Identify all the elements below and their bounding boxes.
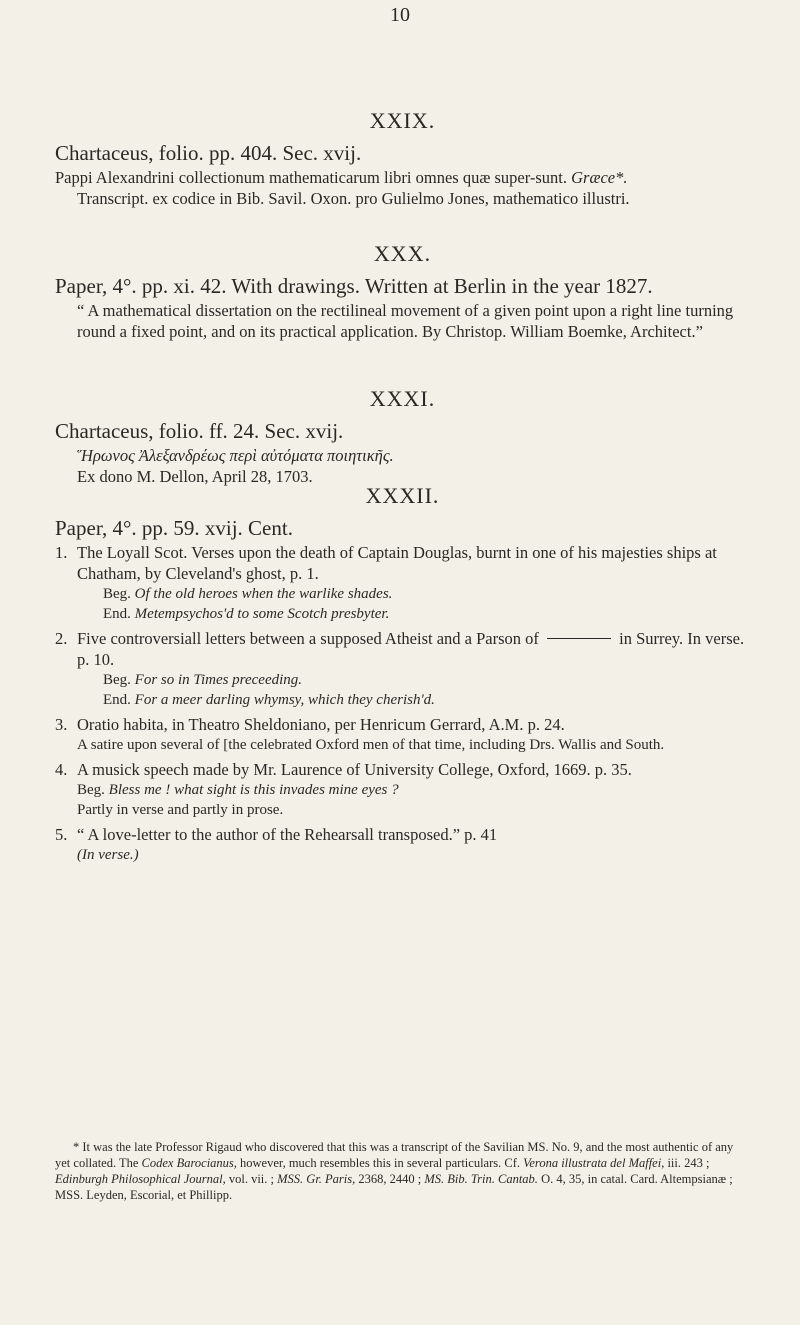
beginning-line: Beg. For so in Times preceeding. [103, 672, 303, 688]
entry-description: “ A mathematical dissertation on the rectilineal movement of a given point upon a right line turning round a fixed point, and on its practical application. By Christop. William Boemke, Architect.” [77, 301, 734, 341]
item-note: (In verse.) [77, 847, 139, 863]
entry-xxix [55, 108, 750, 209]
beginning-line: Beg. Bless me ! what sight is this invades mine eyes ? [77, 782, 399, 798]
item-note: A satire upon several of [the celebrated Oxford men of that time, including Drs. Wallis and South. [77, 737, 665, 753]
entry-heading: Paper, 4°. pp. xi. 42. With drawings. Written at Berlin in the year 1827. [55, 274, 653, 298]
beginning-line: Beg. Of the old heroes when the warlike shades. [103, 586, 393, 602]
entry-description: Pappi Alexandrini collectionum mathematicarum libri omnes quæ super-sunt. Græce*. [55, 168, 628, 187]
footnote: * It was the late Professor Rigaud who discovered that this was a transcript of the Savilian MS. No. 9, and the most authentic of any yet collated. The Codex Barocianus, however, much resembles this in several particulars. Cf. Verona illustrata del Maffei, iii. 243 ; Edinburgh Philosophical Journal, vol. vii. ; MSS. Gr. Paris, 2368, 2440 ; MS. Bib. Trin. Cantab. O. 4, 35, in catal. Card. Altempsianæ ; MSS. Leyden, Escorial, et Phillipp. [55, 1140, 734, 1202]
entry-xxxi [55, 386, 750, 487]
entry-numeral: XXXI. [369, 386, 436, 411]
entry-numeral: XXXII. [365, 483, 440, 508]
list-item: 4. A musick speech made by Mr. Laurence of University College, Oxford, 1669. p. 35. [55, 760, 632, 779]
ending-line: End. Metempsychos'd to some Scotch presbyter. [103, 606, 390, 622]
list-item: 2. Five controversiall letters between a supposed Atheist and a Parson of in Surrey. In verse. p. 10. [55, 629, 745, 669]
list-item: 1. The Loyall Scot. Verses upon the death of Captain Douglas, burnt in one of his majesties ships at Chatham, by Cleveland's ghost, p. 1. [55, 543, 717, 583]
ending-line: End. For a meer darling whymsy, which they cherish'd. [103, 692, 435, 708]
entry-heading: Chartaceus, folio. ff. 24. Sec. xvij. [55, 419, 344, 443]
entry-numeral: XXX. [373, 241, 432, 266]
list-item: 5. “ A love-letter to the author of the Rehearsall transposed.” p. 41 [55, 825, 498, 844]
entry-provenance: Ex dono M. Dellon, April 28, 1703. [77, 467, 313, 486]
page-number: 10 [390, 4, 410, 26]
entry-xxx [55, 241, 750, 342]
entry-xxxii [55, 483, 750, 865]
list-item: 3. Oratio habita, in Theatro Sheldoniano, per Henricum Gerrard, A.M. p. 24. [55, 715, 565, 734]
entry-heading: Chartaceus, folio. pp. 404. Sec. xvij. [55, 141, 362, 165]
item-note: Partly in verse and partly in prose. [77, 802, 284, 818]
entry-numeral: XXIX. [369, 108, 436, 133]
entry-heading: Paper, 4°. pp. 59. xvij. Cent. [55, 516, 293, 540]
entry-greek-title: Ἥρωνος Ἀλεξανδρέως περὶ αὐτόματα ποιητικῆς. [77, 446, 394, 465]
blank-rule [547, 638, 611, 639]
entry-transcript-note: Transcript. ex codice in Bib. Savil. Oxon. pro Gulielmo Jones, mathematico illustri. [77, 189, 630, 208]
